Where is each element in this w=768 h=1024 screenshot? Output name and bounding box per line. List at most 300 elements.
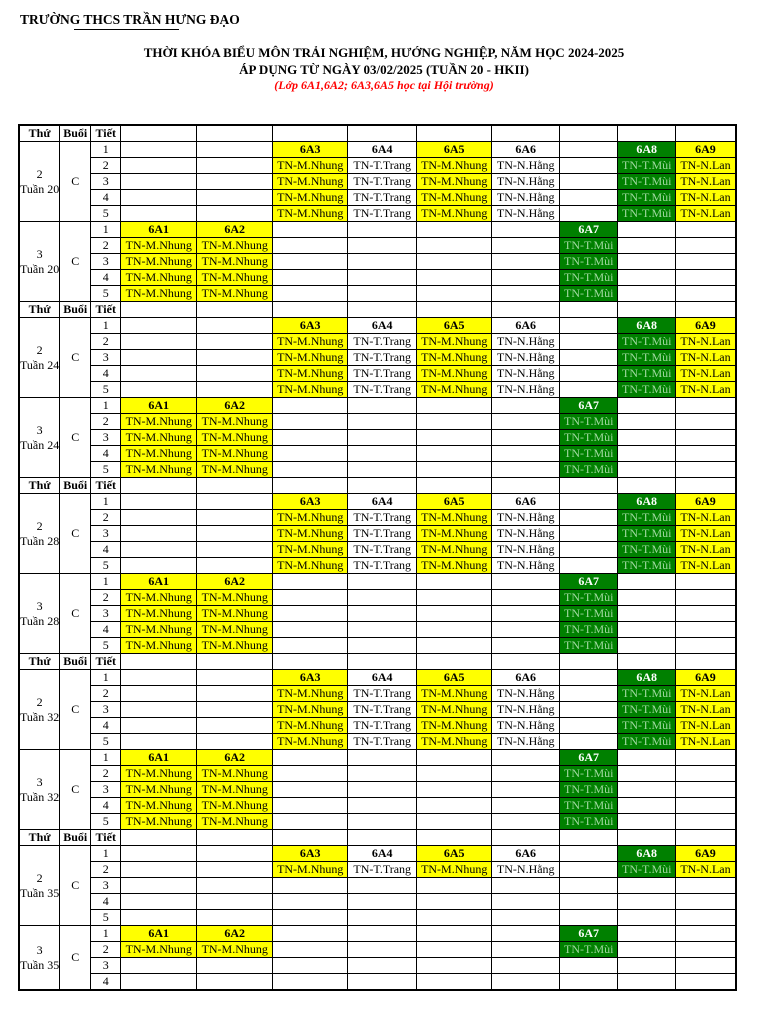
teacher-cell: TN-T.Mùi xyxy=(560,782,618,798)
empty-cell xyxy=(197,670,273,686)
teacher-cell: TN-N.Lan xyxy=(676,734,736,750)
empty-cell xyxy=(273,238,348,254)
week-label: Tuần 35 xyxy=(20,885,60,900)
header-row xyxy=(19,478,736,494)
empty-cell xyxy=(560,494,618,510)
header-buoi: Buổi xyxy=(60,302,91,318)
teacher-cell: TN-M.Nhung xyxy=(121,942,197,958)
empty-cell xyxy=(618,894,676,910)
header-empty-cell xyxy=(560,654,618,670)
teacher-cell: TN-N.Lan xyxy=(676,510,736,526)
empty-cell xyxy=(492,398,560,414)
empty-cell xyxy=(417,622,492,638)
teacher-cell: TN-T.Mùi xyxy=(618,702,676,718)
empty-cell xyxy=(560,542,618,558)
empty-cell xyxy=(560,862,618,878)
period-cell: 1 xyxy=(91,398,121,414)
week-label: Tuần 35 xyxy=(20,957,60,972)
header-empty-cell xyxy=(492,302,560,318)
table-row xyxy=(19,366,736,382)
empty-cell xyxy=(197,510,273,526)
teacher-cell: TN-M.Nhung xyxy=(197,814,273,830)
table-row xyxy=(19,782,736,798)
empty-cell xyxy=(492,894,560,910)
session-cell: C xyxy=(60,670,91,750)
header-empty-cell xyxy=(121,478,197,494)
period-cell: 5 xyxy=(91,734,121,750)
empty-cell xyxy=(273,878,348,894)
teacher-cell: TN-T.Trang xyxy=(348,734,417,750)
header-empty-cell xyxy=(197,125,273,142)
empty-cell xyxy=(560,350,618,366)
empty-cell xyxy=(492,574,560,590)
empty-cell xyxy=(560,366,618,382)
empty-cell xyxy=(560,734,618,750)
table-row xyxy=(19,462,736,478)
teacher-cell: TN-T.Mùi xyxy=(618,734,676,750)
period-cell: 3 xyxy=(91,606,121,622)
empty-cell xyxy=(492,430,560,446)
empty-cell xyxy=(197,878,273,894)
empty-cell xyxy=(417,590,492,606)
empty-cell xyxy=(197,910,273,926)
day-cell xyxy=(19,926,60,991)
teacher-cell: TN-M.Nhung xyxy=(273,350,348,366)
empty-cell xyxy=(492,910,560,926)
period-cell: 2 xyxy=(91,334,121,350)
empty-cell xyxy=(618,878,676,894)
empty-cell xyxy=(121,526,197,542)
teacher-cell: TN-T.Trang xyxy=(348,510,417,526)
empty-cell xyxy=(618,414,676,430)
empty-cell xyxy=(273,622,348,638)
empty-cell xyxy=(197,382,273,398)
empty-cell xyxy=(676,638,736,654)
empty-cell xyxy=(676,430,736,446)
teacher-cell: TN-T.Mùi xyxy=(618,862,676,878)
period-cell: 1 xyxy=(91,494,121,510)
teacher-cell: TN-M.Nhung xyxy=(121,606,197,622)
empty-cell xyxy=(492,798,560,814)
teacher-cell: TN-T.Mùi xyxy=(560,254,618,270)
empty-cell xyxy=(348,606,417,622)
class-label-cell: 6A7 xyxy=(560,926,618,942)
class-label-cell: 6A1 xyxy=(121,222,197,238)
empty-cell xyxy=(348,942,417,958)
empty-cell xyxy=(121,382,197,398)
day-cell xyxy=(19,574,60,654)
teacher-cell: TN-M.Nhung xyxy=(273,382,348,398)
teacher-cell: TN-T.Trang xyxy=(348,862,417,878)
header-empty-cell xyxy=(417,478,492,494)
teacher-cell: TN-T.Trang xyxy=(348,334,417,350)
empty-cell xyxy=(492,238,560,254)
period-cell: 5 xyxy=(91,286,121,302)
teacher-cell: TN-M.Nhung xyxy=(121,430,197,446)
teacher-cell: TN-N.Hằng xyxy=(492,734,560,750)
teacher-cell: TN-M.Nhung xyxy=(121,238,197,254)
empty-cell xyxy=(560,958,618,974)
teacher-cell: TN-N.Lan xyxy=(676,366,736,382)
session-cell: C xyxy=(60,926,91,991)
empty-cell xyxy=(273,462,348,478)
empty-cell xyxy=(197,158,273,174)
teacher-cell: TN-T.Mùi xyxy=(560,814,618,830)
empty-cell xyxy=(417,606,492,622)
header-empty-cell xyxy=(273,654,348,670)
empty-cell xyxy=(273,286,348,302)
empty-cell xyxy=(417,238,492,254)
empty-cell xyxy=(676,414,736,430)
day-number: 2 xyxy=(36,870,43,885)
teacher-cell: TN-T.Mùi xyxy=(560,238,618,254)
teacher-cell: TN-M.Nhung xyxy=(121,622,197,638)
empty-cell xyxy=(492,606,560,622)
teacher-cell: TN-M.Nhung xyxy=(197,798,273,814)
class-label-cell: 6A9 xyxy=(676,142,736,158)
teacher-cell: TN-M.Nhung xyxy=(417,558,492,574)
empty-cell xyxy=(121,702,197,718)
teacher-cell: TN-T.Mùi xyxy=(618,542,676,558)
empty-cell xyxy=(560,526,618,542)
teacher-cell: TN-T.Mùi xyxy=(560,942,618,958)
period-cell: 2 xyxy=(91,590,121,606)
teacher-cell: TN-T.Trang xyxy=(348,526,417,542)
teacher-cell: TN-T.Mùi xyxy=(560,798,618,814)
header-empty-cell xyxy=(560,830,618,846)
table-row xyxy=(19,558,736,574)
teacher-cell: TN-T.Mùi xyxy=(618,686,676,702)
empty-cell xyxy=(560,382,618,398)
class-label-cell: 6A5 xyxy=(417,670,492,686)
teacher-cell: TN-T.Trang xyxy=(348,206,417,222)
teacher-cell: TN-M.Nhung xyxy=(273,158,348,174)
class-label-cell: 6A2 xyxy=(197,222,273,238)
class-label-cell: 6A4 xyxy=(348,846,417,862)
header-empty-cell xyxy=(560,478,618,494)
teacher-cell: TN-N.Lan xyxy=(676,718,736,734)
empty-cell xyxy=(348,750,417,766)
empty-cell xyxy=(560,974,618,991)
empty-cell xyxy=(676,782,736,798)
table-row xyxy=(19,702,736,718)
period-cell: 1 xyxy=(91,750,121,766)
header-thu: Thứ xyxy=(19,654,60,670)
period-cell: 3 xyxy=(91,702,121,718)
empty-cell xyxy=(618,446,676,462)
empty-cell xyxy=(197,894,273,910)
teacher-cell: TN-N.Hằng xyxy=(492,206,560,222)
period-cell: 2 xyxy=(91,766,121,782)
teacher-cell: TN-M.Nhung xyxy=(417,174,492,190)
empty-cell xyxy=(273,638,348,654)
teacher-cell: TN-M.Nhung xyxy=(197,638,273,654)
empty-cell xyxy=(273,894,348,910)
empty-cell xyxy=(197,142,273,158)
empty-cell xyxy=(348,254,417,270)
teacher-cell: TN-T.Mùi xyxy=(560,606,618,622)
day-cell xyxy=(19,398,60,478)
teacher-cell: TN-T.Mùi xyxy=(560,590,618,606)
table-row xyxy=(19,878,736,894)
table-row xyxy=(19,174,736,190)
teacher-cell: TN-N.Lan xyxy=(676,862,736,878)
empty-cell xyxy=(492,974,560,991)
teacher-cell: TN-N.Hằng xyxy=(492,526,560,542)
empty-cell xyxy=(348,590,417,606)
week-label: Tuần 24 xyxy=(20,437,60,452)
class-label-cell: 6A1 xyxy=(121,926,197,942)
empty-cell xyxy=(492,878,560,894)
class-label-cell: 6A5 xyxy=(417,142,492,158)
teacher-cell: TN-T.Trang xyxy=(348,174,417,190)
header-empty-cell xyxy=(560,125,618,142)
empty-cell xyxy=(273,942,348,958)
teacher-cell: TN-M.Nhung xyxy=(273,542,348,558)
header-empty-cell xyxy=(121,654,197,670)
period-cell: 3 xyxy=(91,878,121,894)
header-empty-cell xyxy=(560,302,618,318)
session-cell: C xyxy=(60,846,91,926)
day-cell xyxy=(19,750,60,830)
teacher-cell: TN-M.Nhung xyxy=(273,718,348,734)
header-empty-cell xyxy=(121,302,197,318)
page-title: THỜI KHÓA BIỂU MÔN TRẢI NGHIỆM, HƯỚNG NGHIỆP, NĂM HỌC 2024-2025 xyxy=(143,45,625,60)
table-row xyxy=(19,334,736,350)
period-cell: 5 xyxy=(91,382,121,398)
header-empty-cell xyxy=(348,830,417,846)
empty-cell xyxy=(676,254,736,270)
empty-cell xyxy=(121,734,197,750)
empty-cell xyxy=(273,590,348,606)
teacher-cell: TN-M.Nhung xyxy=(197,286,273,302)
session-cell: C xyxy=(60,750,91,830)
empty-cell xyxy=(121,542,197,558)
table-row xyxy=(19,142,736,158)
empty-cell xyxy=(348,766,417,782)
teacher-cell: TN-T.Trang xyxy=(348,686,417,702)
week-label: Tuần 28 xyxy=(20,613,60,628)
teacher-cell: TN-N.Hằng xyxy=(492,382,560,398)
period-cell: 3 xyxy=(91,350,121,366)
empty-cell xyxy=(560,878,618,894)
header-empty-cell xyxy=(197,302,273,318)
teacher-cell: TN-T.Mùi xyxy=(618,334,676,350)
empty-cell xyxy=(492,590,560,606)
teacher-cell: TN-T.Trang xyxy=(348,350,417,366)
table-row xyxy=(19,526,736,542)
empty-cell xyxy=(492,782,560,798)
empty-cell xyxy=(273,958,348,974)
period-cell: 2 xyxy=(91,686,121,702)
empty-cell xyxy=(417,974,492,991)
period-cell: 4 xyxy=(91,894,121,910)
empty-cell xyxy=(492,942,560,958)
period-cell: 4 xyxy=(91,190,121,206)
empty-cell xyxy=(492,638,560,654)
teacher-cell: TN-M.Nhung xyxy=(121,638,197,654)
period-cell: 5 xyxy=(91,910,121,926)
class-label-cell: 6A4 xyxy=(348,494,417,510)
class-label-cell: 6A8 xyxy=(618,142,676,158)
teacher-cell: TN-M.Nhung xyxy=(417,334,492,350)
empty-cell xyxy=(197,686,273,702)
table-row xyxy=(19,734,736,750)
empty-cell xyxy=(348,574,417,590)
empty-cell xyxy=(197,526,273,542)
teacher-cell: TN-T.Mùi xyxy=(560,766,618,782)
teacher-cell: TN-T.Trang xyxy=(348,718,417,734)
empty-cell xyxy=(618,750,676,766)
empty-cell xyxy=(348,222,417,238)
empty-cell xyxy=(417,798,492,814)
timetable xyxy=(18,124,737,991)
table-row xyxy=(19,750,736,766)
table-row xyxy=(19,926,736,942)
table-row xyxy=(19,206,736,222)
header-thu: Thứ xyxy=(19,478,60,494)
day-cell xyxy=(19,670,60,750)
teacher-cell: TN-T.Mùi xyxy=(560,270,618,286)
teacher-cell: TN-N.Hằng xyxy=(492,174,560,190)
empty-cell xyxy=(417,398,492,414)
empty-cell xyxy=(348,974,417,991)
header-empty-cell xyxy=(273,302,348,318)
teacher-cell: TN-N.Lan xyxy=(676,350,736,366)
empty-cell xyxy=(560,206,618,222)
empty-cell xyxy=(560,174,618,190)
empty-cell xyxy=(560,670,618,686)
teacher-cell: TN-M.Nhung xyxy=(417,206,492,222)
empty-cell xyxy=(676,222,736,238)
teacher-cell: TN-M.Nhung xyxy=(417,526,492,542)
empty-cell xyxy=(676,878,736,894)
period-cell: 2 xyxy=(91,238,121,254)
session-cell: C xyxy=(60,574,91,654)
empty-cell xyxy=(348,798,417,814)
day-number: 2 xyxy=(36,166,43,181)
empty-cell xyxy=(676,910,736,926)
week-label: Tuần 32 xyxy=(20,789,60,804)
class-label-cell: 6A9 xyxy=(676,318,736,334)
empty-cell xyxy=(197,494,273,510)
class-label-cell: 6A7 xyxy=(560,750,618,766)
teacher-cell: TN-N.Hằng xyxy=(492,686,560,702)
teacher-cell: TN-N.Hằng xyxy=(492,158,560,174)
empty-cell xyxy=(417,878,492,894)
header-empty-cell xyxy=(348,654,417,670)
day-number: 3 xyxy=(36,422,43,437)
teacher-cell: TN-M.Nhung xyxy=(417,366,492,382)
empty-cell xyxy=(618,430,676,446)
empty-cell xyxy=(618,254,676,270)
teacher-cell: TN-N.Hằng xyxy=(492,366,560,382)
empty-cell xyxy=(492,446,560,462)
empty-cell xyxy=(492,926,560,942)
teacher-cell: TN-M.Nhung xyxy=(273,702,348,718)
teacher-cell: TN-T.Mùi xyxy=(618,366,676,382)
empty-cell xyxy=(676,926,736,942)
header-empty-cell xyxy=(197,654,273,670)
period-cell: 1 xyxy=(91,142,121,158)
empty-cell xyxy=(676,398,736,414)
empty-cell xyxy=(492,222,560,238)
empty-cell xyxy=(348,894,417,910)
empty-cell xyxy=(417,638,492,654)
teacher-cell: TN-M.Nhung xyxy=(273,174,348,190)
day-cell xyxy=(19,142,60,222)
empty-cell xyxy=(273,606,348,622)
teacher-cell: TN-T.Mùi xyxy=(560,462,618,478)
session-cell: C xyxy=(60,318,91,398)
teacher-cell: TN-T.Mùi xyxy=(618,174,676,190)
empty-cell xyxy=(348,926,417,942)
empty-cell xyxy=(676,942,736,958)
period-cell: 5 xyxy=(91,814,121,830)
empty-cell xyxy=(273,414,348,430)
empty-cell xyxy=(348,398,417,414)
empty-cell xyxy=(676,238,736,254)
empty-cell xyxy=(560,910,618,926)
empty-cell xyxy=(121,158,197,174)
header-empty-cell xyxy=(676,654,736,670)
empty-cell xyxy=(273,814,348,830)
period-cell: 5 xyxy=(91,462,121,478)
class-label-cell: 6A8 xyxy=(618,318,676,334)
period-cell: 4 xyxy=(91,622,121,638)
empty-cell xyxy=(676,766,736,782)
class-label-cell: 6A4 xyxy=(348,318,417,334)
empty-cell xyxy=(417,414,492,430)
period-cell: 4 xyxy=(91,974,121,991)
empty-cell xyxy=(492,270,560,286)
table-row xyxy=(19,670,736,686)
teacher-cell: TN-M.Nhung xyxy=(417,510,492,526)
empty-cell xyxy=(676,590,736,606)
header-tiet: Tiết xyxy=(91,478,121,494)
header-tiet: Tiết xyxy=(91,654,121,670)
empty-cell xyxy=(560,158,618,174)
teacher-cell: TN-N.Lan xyxy=(676,158,736,174)
class-note: (Lớp 6A1,6A2; 6A3,6A5 học tại Hội trường) xyxy=(274,78,494,92)
teacher-cell: TN-T.Mùi xyxy=(560,414,618,430)
empty-cell xyxy=(492,254,560,270)
class-label-cell: 6A7 xyxy=(560,398,618,414)
teacher-cell: TN-M.Nhung xyxy=(273,366,348,382)
empty-cell xyxy=(121,206,197,222)
day-number: 3 xyxy=(36,942,43,957)
teacher-cell: TN-M.Nhung xyxy=(197,942,273,958)
period-cell: 5 xyxy=(91,206,121,222)
table-row xyxy=(19,286,736,302)
teacher-cell: TN-M.Nhung xyxy=(273,526,348,542)
period-cell: 5 xyxy=(91,638,121,654)
header-tiet: Tiết xyxy=(91,125,121,142)
table-row xyxy=(19,718,736,734)
day-cell xyxy=(19,318,60,398)
empty-cell xyxy=(560,510,618,526)
empty-cell xyxy=(417,782,492,798)
teacher-cell: TN-N.Hằng xyxy=(492,190,560,206)
teacher-cell: TN-M.Nhung xyxy=(197,414,273,430)
header-empty-cell xyxy=(676,302,736,318)
empty-cell xyxy=(197,718,273,734)
empty-cell xyxy=(492,958,560,974)
teacher-cell: TN-N.Lan xyxy=(676,558,736,574)
day-number: 2 xyxy=(36,694,43,709)
empty-cell xyxy=(560,846,618,862)
header-empty-cell xyxy=(273,830,348,846)
